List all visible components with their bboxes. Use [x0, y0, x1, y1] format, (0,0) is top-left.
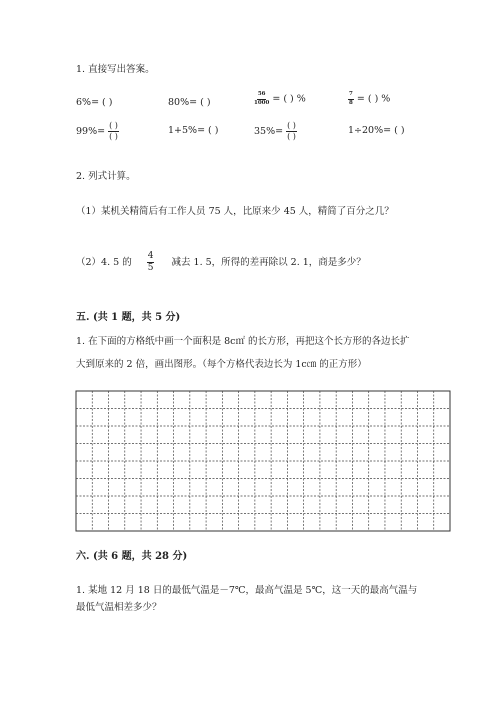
- fraction-blank: [286, 122, 297, 141]
- problem-answer-blank: = ( ) %: [356, 93, 391, 105]
- fraction-numerator: ( ): [287, 121, 296, 130]
- fraction-denominator: 1000: [254, 99, 270, 106]
- problem-expression: 99%=: [76, 126, 106, 137]
- problem-56-over-1000: [254, 92, 306, 106]
- problem-answer-blank: = ( ) %: [272, 93, 306, 105]
- fraction-numerator: 56: [257, 92, 267, 100]
- problem-7-over-8: [348, 92, 390, 106]
- fraction-7-8: [348, 92, 354, 106]
- section6-question-line1: 1. 某地 12 月 18 日的最低气温是－7℃，最高气温是 5℃，这一天的最高气温与: [76, 585, 418, 596]
- fraction-denominator: ( ): [109, 132, 118, 141]
- fraction-numerator: 4: [147, 251, 154, 261]
- graph-paper-grid: [74, 389, 454, 534]
- question-2-2: [76, 252, 366, 273]
- section5-heading: 五. (共 1 题，共 5 分): [76, 312, 181, 323]
- fraction-denominator: 5: [147, 263, 154, 273]
- fraction-blank: [108, 122, 119, 141]
- problem-35-percent: [254, 122, 297, 141]
- question-text: （2）4. 5 的: [76, 257, 132, 268]
- fraction-denominator: ( ): [287, 132, 296, 141]
- section5-question-line2: 大到原来的 2 倍，画出图形。（每个方格代表边长为 1c㎝ 的正方形）: [76, 359, 367, 370]
- problem-expression: 35%=: [254, 126, 284, 137]
- section1-title: 1. 直接写出答案。: [76, 64, 155, 75]
- fraction-numerator: ( ): [109, 121, 118, 130]
- section5-question-line1: 1. 在下面的方格纸中画一个面积是 8c㎡ 的长方形，再把这个长方形的各边长扩: [76, 336, 410, 347]
- problem-80-percent: 80%= ( ): [168, 97, 211, 108]
- question-text: 减去 1. 5，所得的差再除以 2. 1，商是多少？: [171, 257, 366, 268]
- problem-6-percent: 6%= ( ): [76, 97, 113, 108]
- problem-99-percent: [76, 122, 119, 141]
- question-2-1: （1）某机关精简后有工作人员 75 人，比原来少 45 人，精简了百分之几？: [76, 206, 394, 217]
- section2-title: 2. 列式计算。: [76, 171, 136, 182]
- fraction-denominator: 8: [349, 99, 353, 106]
- section6-heading: 六. (共 6 题，共 28 分): [76, 551, 188, 562]
- section6-question-line2: 最低气温相差多少？: [76, 602, 162, 613]
- fraction-numerator: 7: [348, 92, 354, 100]
- fraction-56-1000: [254, 92, 269, 106]
- problem-1-plus-5-percent: 1+5%= ( ): [168, 125, 219, 136]
- fraction-4-5: [147, 252, 155, 273]
- problem-1-div-20-percent: 1÷20%= ( ): [348, 125, 405, 136]
